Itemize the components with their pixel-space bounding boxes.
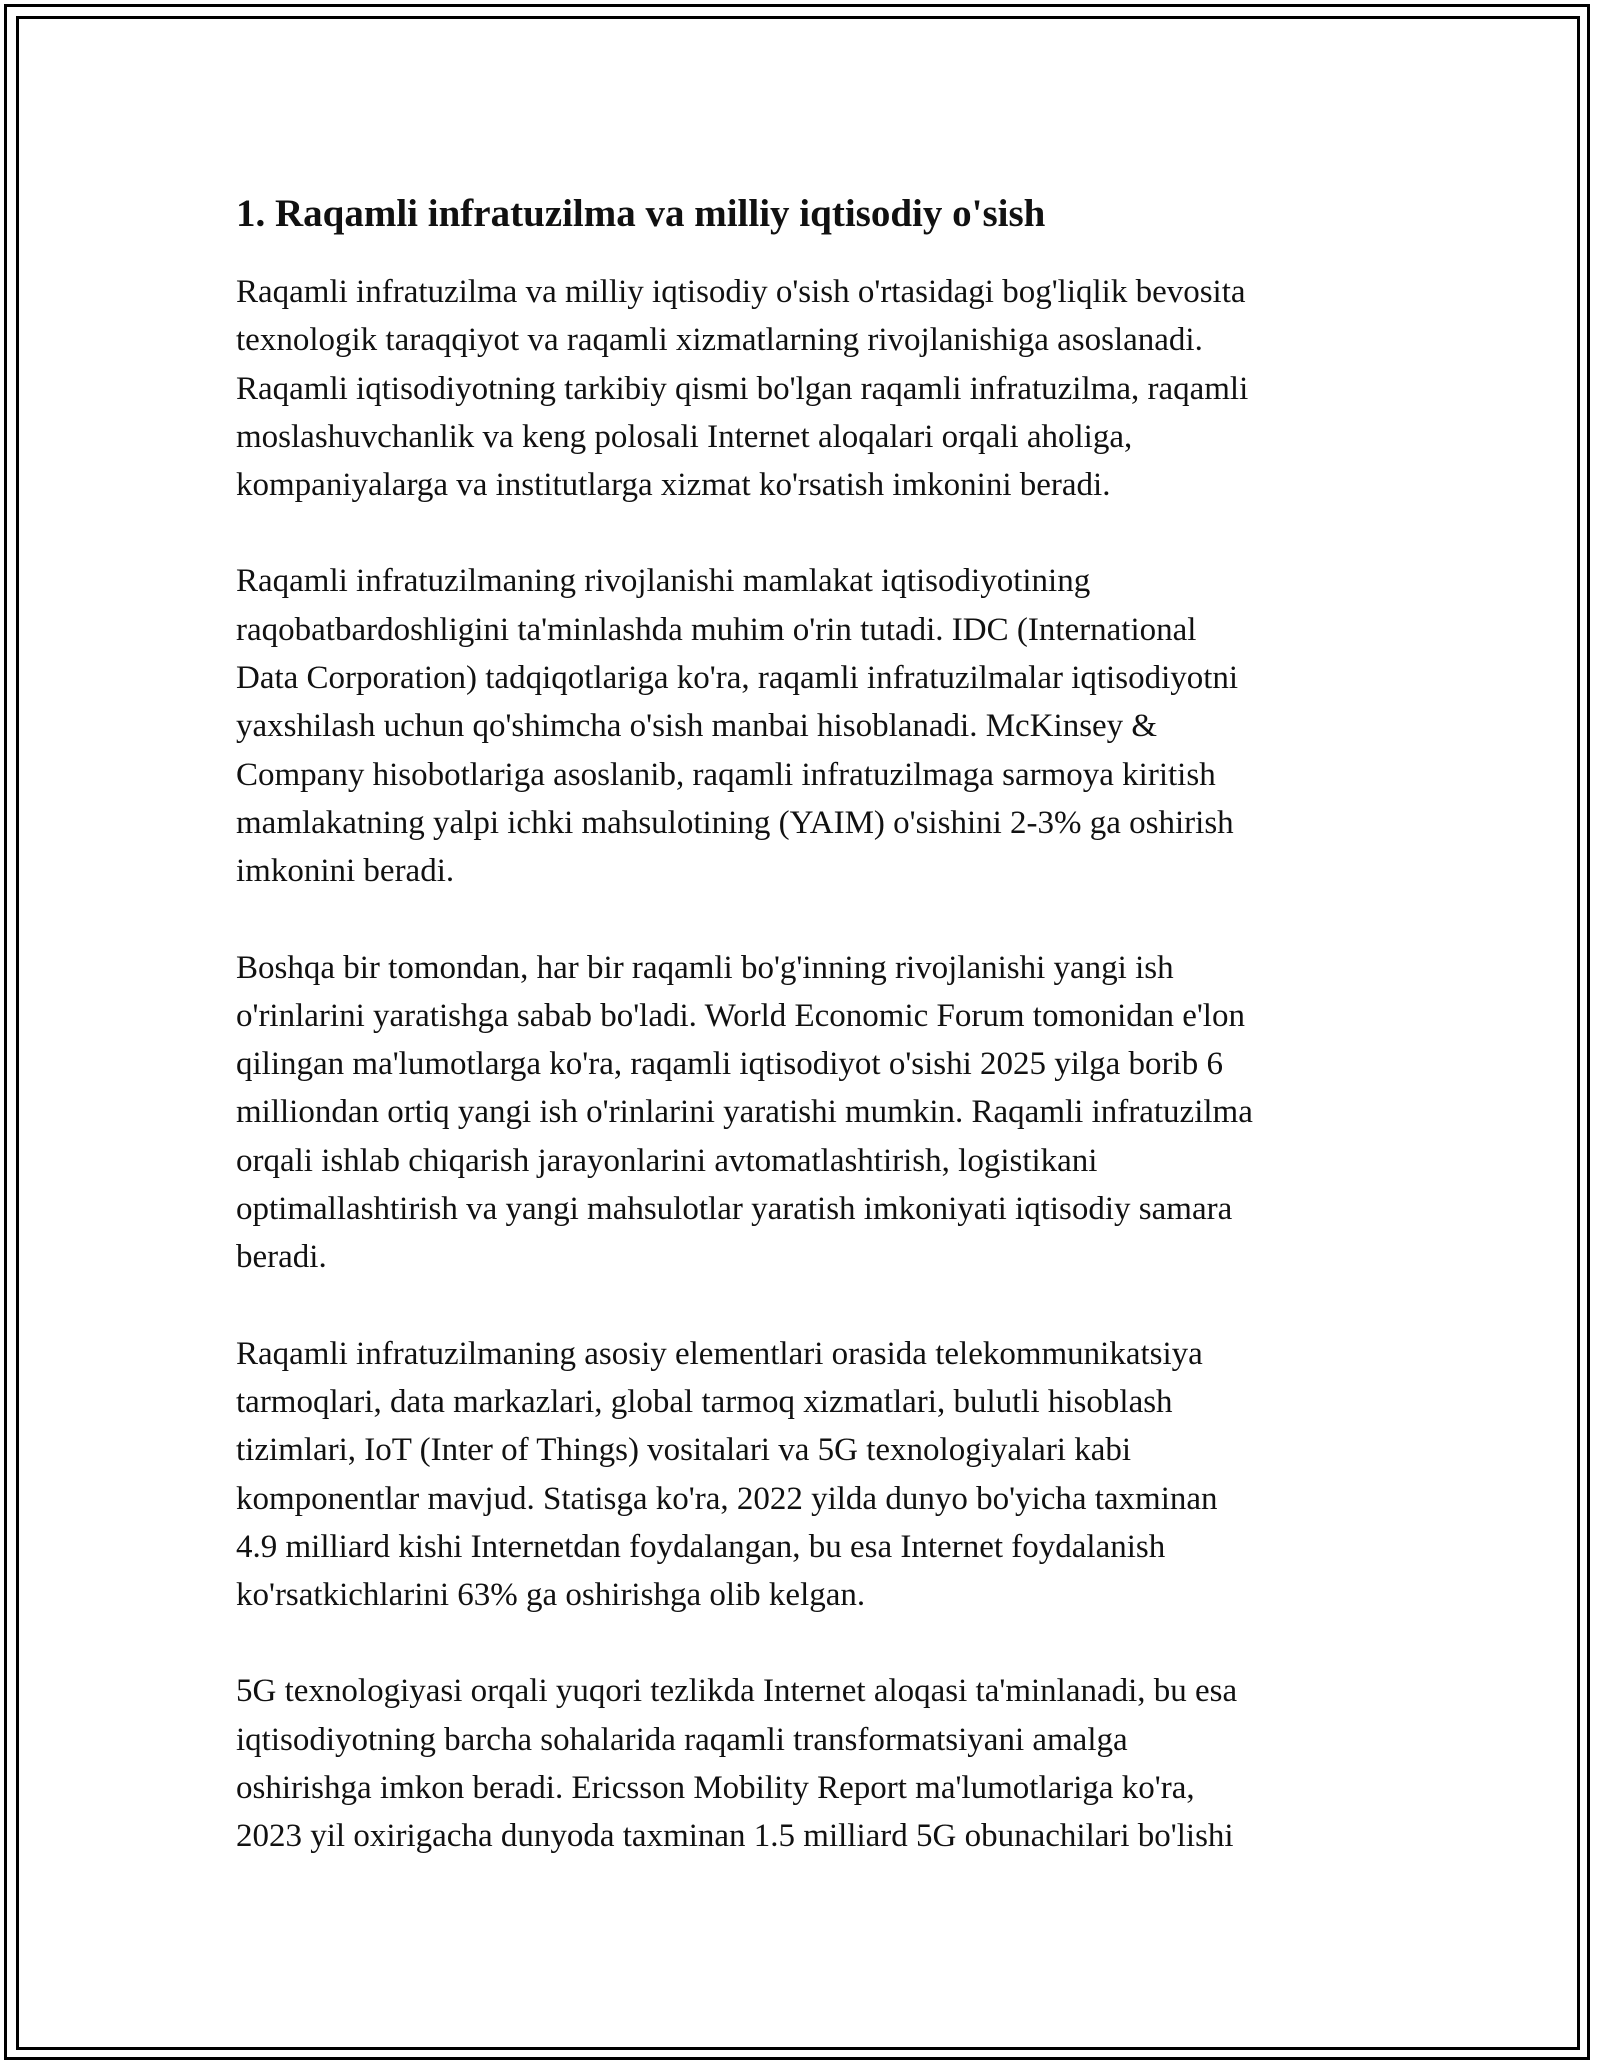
paragraph-5: 5G texnologiyasi orqali yuqori tezlikda Internet aloqasi ta'minlanadi, bu esa iqtisodiyotning barcha sohalarida raqamli transformatsiyani amalga oshirishga imkon beradi. Ericsson Mobility Report ma'lumotlariga ko'ra, 2023 yil oxirigacha dunyoda taxminan 1.5 milliard 5G obunachilari bo'lishi (236, 1673, 1238, 1855)
paragraph-4: Raqamli infratuzilmaning asosiy elementlari orasida telekommunikatsiya tarmoqlari, data markazlari, global tarmoq xizmatlari, bulutli hisoblash tizimlari, IoT (Inter of Things) vositalari va 5G texnologiyalari kabi komponentlar mavjud. Statisga ko'ra, 2022 yilda dunyo bo'yicha taxminan 4.9 milliard kishi Internetdan foydalangan, bu esa Internet foydalanish ko'rsatkichlarini 63% ga oshirishga olib kelgan. (236, 1335, 1218, 1614)
paragraph-1: Raqamli infratuzilma va milliy iqtisodiy o'sish o'rtasidagi bog'liqlik bevosita texnologik taraqqiyot va raqamli xizmatlarning rivojlanishiga asoslanadi. Raqamli iqtisodiyotning tarkibiy qismi bo'lgan raqamli infratuzilma, raqamli moslashuvchanlik va keng polosali Internet aloqalari orqali aholiga, kompaniyalarga va institutlarga xizmat ko'rsatish imkonini beradi. (236, 274, 1249, 504)
paragraph-3: Boshqa bir tomondan, har bir raqamli bo'g'inning rivojlanishi yangi ish o'rinlarini yaratishga sabab bo'ladi. World Economic Forum tomonidan e'lon qilingan ma'lumotlarga ko'ra, raqamli iqtisodiyot o'sishi 2025 yilga borib 6 milliondan ortiq yangi ish o'rinlarini yaratishi mumkin. Raqamli infratuzilma orqali ishlab chiqarish jarayonlarini avtomatlashtirish, logistikani optimallashtirish va yangi mahsulotlar yaratish imkoniyati iqtisodiy samara beradi. (236, 949, 1253, 1276)
document-content (236, 186, 1376, 1909)
paragraph-2: Raqamli infratuzilmaning rivojlanishi mamlakat iqtisodiyotining raqobatbardoshligini ta'minlashda muhim o'rin tutadi. IDC (International Data Corporation) tadqiqotlariga ko'ra, raqamli infratuzilmalar iqtisodiyotni yaxshilash uchun qo'shimcha o'sish manbai hisoblanadi. McKinsey & Company hisobotlariga asoslanib, raqamli infratuzilmaga sarmoya kiritish mamlakatning yalpi ichki mahsulotining (YAIM) o'sishini 2-3% ga oshirish imkonini beradi. (236, 563, 1239, 890)
section-heading: 1. Raqamli infratuzilma va milliy iqtisodiy o'sish (236, 192, 1046, 235)
